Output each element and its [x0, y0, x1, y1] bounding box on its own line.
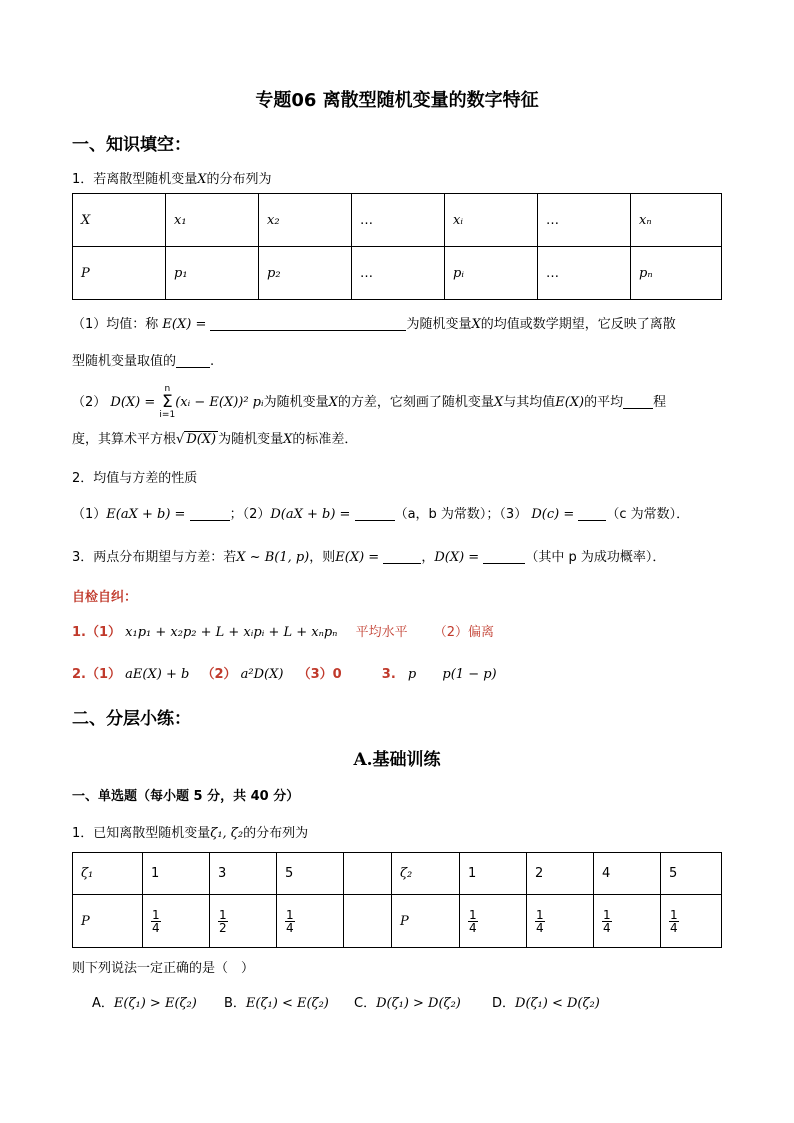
- var-x: X: [283, 432, 293, 447]
- var-expr: D(X) =: [110, 395, 156, 410]
- table-cell: x₂: [259, 194, 352, 247]
- answer-line-1: [72, 621, 494, 640]
- option-b[interactable]: [224, 992, 329, 1011]
- var-mean-expr: E(X): [555, 395, 585, 410]
- table-cell: [661, 895, 722, 948]
- text: 为随机变量: [218, 432, 284, 447]
- text: （2）: [72, 395, 107, 410]
- answer-expr: x₁p₁ + x₂p₂ + L + xᵢpᵢ + L + xₙpₙ: [125, 625, 338, 640]
- table-cell: 4: [594, 853, 661, 895]
- table-cell: [594, 895, 661, 948]
- item1-var: X: [197, 172, 207, 187]
- answer-expr: p: [407, 667, 417, 682]
- table-cell: …: [538, 247, 631, 300]
- page-title: 专题06 离散型随机变量的数字特征: [255, 90, 539, 111]
- fraction: $\frac{1}{4}$: [286, 908, 294, 935]
- text: （其中 p 为成功概率）．: [525, 550, 666, 565]
- answer-label: 1.（1）: [72, 625, 122, 640]
- answer-label: 3.: [381, 667, 396, 682]
- table-cell: [344, 853, 392, 895]
- q1-vars: ζ₁, ζ₂: [210, 826, 244, 841]
- text: （1）: [72, 507, 107, 522]
- sum-bottom: i=1: [159, 410, 176, 420]
- item1-intro-prefix: 1．若离散型随机变量: [72, 172, 198, 187]
- question-1-intro: [72, 822, 308, 841]
- sub-heading: A.基础训练: [353, 750, 441, 770]
- table-cell: x₁: [166, 194, 259, 247]
- table-cell: …: [352, 247, 445, 300]
- text: （c 为常数）．: [606, 507, 690, 522]
- table-cell: X: [73, 194, 166, 247]
- table-row: [73, 194, 722, 247]
- table-cell: [344, 895, 392, 948]
- text: ，: [421, 550, 435, 565]
- answer-expr: a²D(X): [240, 667, 284, 682]
- item1-intro: [72, 168, 272, 187]
- text: （1）均值：称: [72, 317, 159, 332]
- answer-expr: p(1 − p): [442, 667, 497, 682]
- option-expr: E(ζ₁) < E(ζ₂): [245, 996, 329, 1011]
- var-x: X: [471, 317, 481, 332]
- answer-blank: [483, 549, 525, 564]
- table-cell: ζ₁: [73, 853, 143, 895]
- option-label: D．: [492, 996, 516, 1011]
- variance-line-1: [72, 385, 666, 420]
- answer-line-2: [72, 663, 497, 682]
- distribution-table-1: [72, 193, 722, 300]
- text: 为随机变量: [263, 395, 329, 410]
- option-expr: D(ζ₁) > D(ζ₂): [376, 996, 461, 1011]
- option-label: A．: [92, 996, 114, 1011]
- table-cell: [277, 895, 344, 948]
- table-cell: 5: [661, 853, 722, 895]
- fraction: $\frac{1}{4}$: [536, 908, 544, 935]
- question-1-prompt: 则下列说法一定正确的是（ ）: [72, 961, 255, 976]
- answer-blank: [355, 506, 395, 521]
- properties-line: [72, 503, 689, 522]
- table-cell: [143, 895, 210, 948]
- section1-heading: 一、知识填空：: [72, 135, 191, 155]
- answer-blank: [210, 316, 406, 331]
- table-cell: …: [352, 194, 445, 247]
- table-cell: p₂: [259, 247, 352, 300]
- answer-label: 2.（1）: [72, 667, 122, 682]
- fraction: $\frac{1}{4}$: [603, 908, 611, 935]
- prop-e-expr: E(aX + b) =: [106, 507, 186, 522]
- item1-intro-suffix: 的分布列为: [206, 172, 272, 187]
- two-point-d: D(X) =: [434, 550, 480, 565]
- sqrt-icon: √: [176, 432, 185, 447]
- option-label: B．: [224, 996, 246, 1011]
- fraction: $\frac{1}{4}$: [469, 908, 477, 935]
- answer-expr: aE(X) + b: [125, 667, 190, 682]
- answer-blank: [383, 549, 421, 564]
- option-c[interactable]: [354, 992, 461, 1011]
- text: 与其均值: [503, 395, 556, 410]
- table-row: [73, 853, 722, 895]
- var-sum-body: (xᵢ − E(X))² pᵢ: [175, 395, 264, 410]
- mean-line-1: [72, 313, 676, 332]
- table-cell: 3: [210, 853, 277, 895]
- text: 的标准差．: [292, 432, 358, 447]
- answer-text: （2）偏离: [433, 625, 495, 640]
- text: ；（2）: [229, 507, 271, 522]
- table-cell: P: [73, 895, 143, 948]
- table-cell: P: [392, 895, 460, 948]
- fraction: $\frac{1}{2}$: [219, 908, 227, 935]
- table-cell: 1: [143, 853, 210, 895]
- answer-blank: [190, 506, 230, 521]
- two-point-dist: X ~ B(1, p): [236, 550, 310, 565]
- text: 的平均: [584, 395, 624, 410]
- section2-heading: 二、分层小练：: [72, 709, 191, 729]
- answer-label: （2）: [201, 667, 237, 682]
- mean-line-2: [72, 350, 214, 369]
- fraction: $\frac{1}{4}$: [670, 908, 678, 935]
- single-choice-heading: 一、单选题（每小题 5 分，共 40 分）: [72, 789, 300, 804]
- prop-dc-expr: D(c) =: [531, 507, 575, 522]
- text: 1．已知离散型随机变量: [72, 826, 211, 841]
- answer-text: （3）0: [297, 667, 342, 682]
- table-cell: [527, 895, 594, 948]
- mean-expr: E(X) =: [162, 317, 207, 332]
- answer-blank: [176, 353, 210, 368]
- two-point-line: [72, 546, 665, 565]
- distribution-table-2: [72, 852, 722, 948]
- var-sqrt: D(X): [186, 432, 217, 447]
- table-cell: 5: [277, 853, 344, 895]
- option-expr: D(ζ₁) < D(ζ₂): [515, 996, 600, 1011]
- text: ，则: [309, 550, 336, 565]
- table-cell: ζ₂: [392, 853, 460, 895]
- table-cell: …: [538, 194, 631, 247]
- text: 程: [653, 395, 667, 410]
- option-a[interactable]: [92, 992, 197, 1011]
- table-cell: xₙ: [631, 194, 722, 247]
- answer-text: 平均水平: [355, 625, 408, 640]
- prop-d-expr: D(aX + b) =: [270, 507, 351, 522]
- table-cell: P: [73, 247, 166, 300]
- table-cell: 2: [527, 853, 594, 895]
- table-cell: pₙ: [631, 247, 722, 300]
- text: .: [210, 354, 215, 369]
- text: （a，b 为常数）；（3）: [394, 507, 528, 522]
- answer-blank: [578, 506, 606, 521]
- text: 的方差，它刻画了随机变量: [337, 395, 494, 410]
- answer-blank: [623, 394, 653, 409]
- var-x: X: [328, 395, 338, 410]
- properties-heading: 2．均值与方差的性质: [72, 471, 198, 486]
- table-row: [73, 895, 722, 948]
- text: 3．两点分布期望与方差：若: [72, 550, 237, 565]
- option-expr: E(ζ₁) > E(ζ₂): [113, 996, 197, 1011]
- variance-line-2: [72, 428, 357, 447]
- table-cell: 1: [460, 853, 527, 895]
- option-d[interactable]: [492, 992, 600, 1011]
- table-cell: [210, 895, 277, 948]
- option-label: C．: [354, 996, 377, 1011]
- var-x: X: [493, 395, 504, 410]
- table-cell: p₁: [166, 247, 259, 300]
- text: 的分布列为: [243, 826, 309, 841]
- table-cell: pᵢ: [445, 247, 538, 300]
- text: 型随机变量取值的: [72, 354, 177, 369]
- table-cell: xᵢ: [445, 194, 538, 247]
- summation-icon: n Σ i=1: [159, 384, 176, 420]
- sum-top: n: [164, 384, 171, 394]
- text: 的均值或数学期望，它反映了离散: [480, 317, 676, 332]
- table-cell: [460, 895, 527, 948]
- table-row: [73, 247, 722, 300]
- two-point-e: E(X) =: [335, 550, 380, 565]
- text: 为随机变量: [406, 317, 472, 332]
- text: 度，其算术平方根: [72, 432, 177, 447]
- fraction: $\frac{1}{4}$: [152, 908, 160, 935]
- self-check-heading: 自检自纠：: [72, 590, 138, 605]
